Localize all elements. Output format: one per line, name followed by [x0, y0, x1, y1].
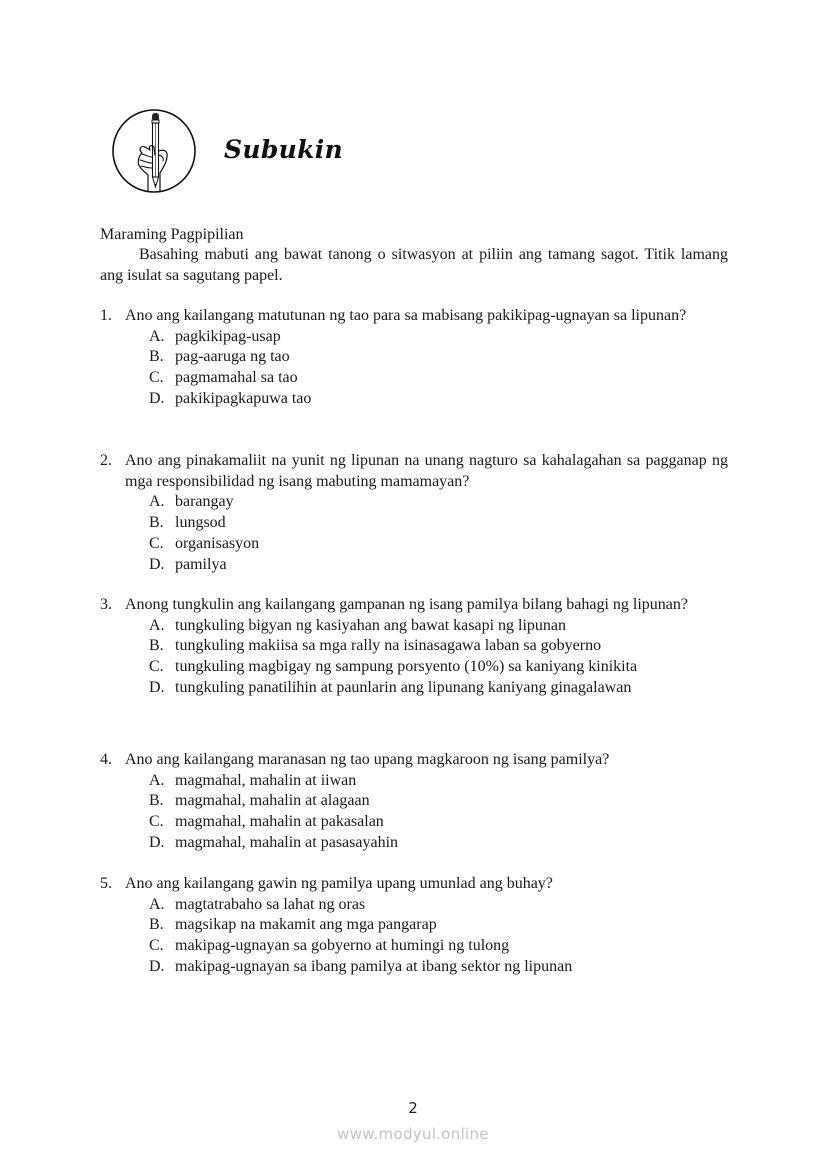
option-text: magmahal, mahalin at pakasalan [175, 813, 384, 831]
option-c [149, 936, 728, 957]
option-letter: A. [149, 895, 165, 913]
option-b [149, 915, 728, 936]
options-list [149, 492, 728, 575]
option-b [149, 791, 728, 812]
section-subtitle: Maraming Pagpipilian [100, 226, 244, 243]
option-b [149, 636, 728, 657]
question-text: Anong tungkulin ang kailangang gampanan ng isang pamilya bilang bahagi ng lipunan? [125, 596, 688, 613]
options-list [149, 327, 728, 410]
option-letter: C. [149, 658, 164, 676]
option-c [149, 657, 728, 678]
option-text: magsikap na makamit ang mga pangarap [175, 916, 437, 934]
hand-holding-pencil-icon [112, 105, 198, 197]
option-letter: D. [149, 389, 165, 407]
option-letter: B. [149, 348, 164, 366]
option-text: pagkikipag-usap [175, 327, 281, 345]
option-letter: A. [149, 771, 165, 789]
option-text: tungkuling magbigay ng sampung porsyento (10%) sa kaniyang kinikita [175, 658, 638, 676]
option-text: lungsod [175, 514, 226, 532]
option-text: magmahal, mahalin at pasasayahin [175, 833, 399, 851]
option-text: makipag-ugnayan sa gobyerno at humingi ng tulong [175, 937, 510, 955]
option-a [149, 492, 728, 513]
option-text: magmahal, mahalin at iiwan [175, 771, 357, 789]
option-b [149, 347, 728, 368]
option-letter: C. [149, 534, 164, 552]
question-text: Ano ang kailangang maranasan ng tao upang magkaroon ng isang pamilya? [125, 751, 610, 768]
option-text: tungkuling makiisa sa mga rally na isinasagawa laban sa gobyerno [175, 637, 602, 655]
question-text: Ano ang kailangang matutunan ng tao para sa mabisang pakikipag-ugnayan sa lipunan? [125, 307, 687, 324]
option-letter: A. [149, 616, 165, 634]
instructions [100, 245, 728, 286]
option-d [149, 957, 728, 978]
option-b [149, 513, 728, 534]
option-a [149, 771, 728, 792]
question-1 [100, 306, 728, 410]
option-letter: B. [149, 916, 164, 934]
question-number: 5. [100, 875, 112, 892]
option-letter: D. [149, 555, 165, 573]
option-text: organisasyon [175, 534, 260, 552]
question-number: 3. [100, 596, 112, 613]
question-number: 4. [100, 751, 112, 768]
page-number: 2 [408, 1099, 418, 1117]
option-a [149, 895, 728, 916]
question-number: 2. [100, 452, 112, 469]
option-c [149, 368, 728, 389]
option-letter: C. [149, 813, 164, 831]
watermark: www.modyul.online [337, 1125, 489, 1143]
option-letter: B. [149, 637, 164, 655]
option-text: magtatrabaho sa lahat ng oras [175, 895, 366, 913]
option-text: pamilya [175, 555, 227, 573]
question-2 [100, 451, 728, 575]
option-text: pag-aaruga ng tao [175, 348, 290, 366]
option-text: pagmamahal sa tao [175, 369, 298, 387]
question-4 [100, 750, 728, 854]
option-letter: D. [149, 678, 165, 696]
option-letter: C. [149, 369, 164, 387]
question-5 [100, 874, 728, 978]
options-list [149, 771, 728, 854]
question-3 [100, 595, 728, 699]
option-d [149, 678, 728, 699]
option-letter: B. [149, 792, 164, 810]
option-text: barangay [175, 493, 234, 511]
option-d [149, 833, 728, 854]
option-d [149, 555, 728, 576]
option-d [149, 389, 728, 410]
instructions-text: Basahing mabuti ang bawat tanong o sitwasyon at piliin ang tamang sagot. Titik lamang ang isulat sa sagutang papel. [100, 246, 728, 284]
option-a [149, 327, 728, 348]
option-c [149, 812, 728, 833]
option-letter: D. [149, 833, 165, 851]
question-number: 1. [100, 307, 112, 324]
option-letter: A. [149, 493, 165, 511]
option-letter: D. [149, 957, 165, 975]
section-title: Subukin [224, 135, 343, 164]
option-letter: A. [149, 327, 165, 345]
question-text: Ano ang kailangang gawin ng pamilya upang umunlad ang buhay? [125, 875, 553, 892]
option-text: pakikipagkapuwa tao [175, 389, 312, 407]
options-list [149, 895, 728, 978]
option-a [149, 616, 728, 637]
option-c [149, 534, 728, 555]
option-letter: B. [149, 514, 164, 532]
option-text: makipag-ugnayan sa ibang pamilya at ibang sektor ng lipunan [175, 957, 573, 975]
options-list [149, 616, 728, 699]
option-letter: C. [149, 937, 164, 955]
option-text: tungkuling panatilihin at paunlarin ang lipunang kaniyang ginagalawan [175, 678, 632, 696]
question-text: Ano ang pinakamaliit na yunit ng lipunan na unang nagturo sa kahalagahan sa pagganap ng mga responsibilidad ng isang mabuting mamamayan? [125, 452, 728, 490]
option-text: magmahal, mahalin at alagaan [175, 792, 370, 810]
option-text: tungkuling bigyan ng kasiyahan ang bawat kasapi ng lipunan [175, 616, 567, 634]
